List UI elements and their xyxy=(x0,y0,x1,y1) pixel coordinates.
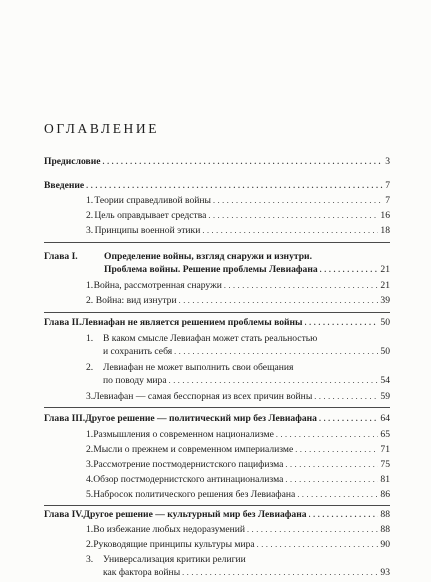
toc-entry-label-line-2: как фактора войны xyxy=(103,567,181,578)
page-number: 71 xyxy=(380,444,390,455)
item-number: 1. xyxy=(86,333,94,344)
item-number: 5. xyxy=(86,489,94,500)
toc-title: ОГЛАВЛЕНИЕ xyxy=(44,121,160,136)
item-number: 3. xyxy=(86,391,94,402)
toc-subentry[interactable] xyxy=(86,554,246,566)
item-number: 1. xyxy=(86,524,94,535)
toc-entry-label: Предисловие xyxy=(44,156,101,167)
toc-subentry[interactable] xyxy=(86,524,390,536)
page-number: 7 xyxy=(385,180,390,191)
dot-leader xyxy=(257,539,379,551)
chapter-4-heading[interactable] xyxy=(44,509,390,521)
page-number: 81 xyxy=(380,474,390,485)
toc-subentry[interactable] xyxy=(86,444,390,456)
dot-leader xyxy=(86,180,383,192)
toc-subentry[interactable] xyxy=(86,333,317,345)
toc-entry-label: Мысли о прежнем и современном империализме xyxy=(93,444,294,455)
dot-leader xyxy=(309,509,379,521)
toc-subentry-line-2[interactable] xyxy=(103,346,390,358)
divider xyxy=(44,505,390,506)
page-number: 21 xyxy=(380,280,390,291)
toc-subentry[interactable] xyxy=(86,489,390,501)
dot-leader xyxy=(247,524,378,536)
toc-subentry[interactable] xyxy=(86,474,390,486)
chapter-1-heading-line-2[interactable] xyxy=(104,264,390,276)
chapter-title-line-2: Проблема войны. Решение проблемы Левиафана xyxy=(104,264,318,275)
dot-leader xyxy=(314,391,378,403)
toc-subentry[interactable] xyxy=(86,195,390,207)
chapter-title: Левиафан не является решением проблемы войны xyxy=(81,317,303,328)
dot-leader xyxy=(179,295,379,307)
dot-leader xyxy=(213,195,383,207)
page-number: 7 xyxy=(385,195,390,206)
page-number: 90 xyxy=(380,539,390,550)
toc-entry-label-line-1: Универсализация критики религии xyxy=(103,554,246,565)
chapter-title: Другое решение — политический мир без Левиафана xyxy=(85,413,317,424)
page-number: 64 xyxy=(380,413,390,424)
page-number: 3 xyxy=(385,156,390,167)
item-number: 4. xyxy=(86,474,94,485)
toc-entry-label: Цель оправдывает средства xyxy=(94,210,207,221)
toc-entry-label-line-2: по поводу мира xyxy=(103,375,167,386)
divider xyxy=(44,242,390,243)
toc-entry-label: Обзор постмодернистского антинационализма xyxy=(93,474,284,485)
toc-entry-label: Руководящие принципы культуры мира xyxy=(93,539,255,550)
toc-subentry[interactable] xyxy=(86,539,390,551)
chapter-3-heading[interactable] xyxy=(44,413,390,425)
chapter-prefix: Глава IV. xyxy=(44,509,84,520)
divider xyxy=(44,407,390,408)
page-number: 16 xyxy=(380,210,390,221)
chapter-title-line-1: Определение войны, взгляд снаружи и изнутри. xyxy=(104,251,312,262)
page-number: 75 xyxy=(380,459,390,470)
item-number: 3. xyxy=(86,459,94,470)
item-number: 2. xyxy=(86,295,94,306)
page-number: 50 xyxy=(380,346,390,357)
chapter-1-heading[interactable] xyxy=(44,251,312,263)
toc-entry-label: Рассмотрение постмодернистского пацифизма xyxy=(93,459,284,470)
toc-entry-intro[interactable] xyxy=(44,180,390,192)
dot-leader xyxy=(182,567,378,579)
page-number: 39 xyxy=(380,295,390,306)
page-number: 18 xyxy=(380,225,390,236)
dot-leader xyxy=(169,375,379,387)
toc-entry-label-line-1: Левиафан не может выполнить свои обещания xyxy=(103,362,294,373)
page-number: 86 xyxy=(380,489,390,500)
chapter-prefix: Глава III. xyxy=(44,413,86,424)
toc-subentry[interactable] xyxy=(86,459,390,471)
toc-entry-label: Принципы военной этики xyxy=(94,225,201,236)
toc-entry-label: Во избежание любых недоразумений xyxy=(93,524,246,535)
divider xyxy=(44,312,390,313)
item-number: 2. xyxy=(86,539,94,550)
chapter-title: Другое решение — культурный мир без Левиафана xyxy=(83,509,307,520)
dot-leader xyxy=(102,156,383,168)
dot-leader xyxy=(208,210,378,222)
page-number: 59 xyxy=(380,391,390,402)
toc-subentry-line-2[interactable] xyxy=(103,375,390,387)
dot-leader xyxy=(276,429,379,441)
page-number: 54 xyxy=(380,375,390,386)
item-number: 3. xyxy=(86,225,94,236)
toc-subentry[interactable] xyxy=(86,362,293,374)
toc-subentry[interactable] xyxy=(86,391,390,403)
page-number: 88 xyxy=(380,509,390,520)
page-number: 50 xyxy=(380,317,390,328)
dot-leader xyxy=(319,413,378,425)
dot-leader xyxy=(202,225,378,237)
item-number: 3. xyxy=(86,554,94,565)
toc-entry-label: Война, рассмотренная снаружи xyxy=(93,280,222,291)
page-number: 88 xyxy=(380,524,390,535)
dot-leader xyxy=(320,264,379,276)
toc-subentry[interactable] xyxy=(86,210,390,222)
page-number: 93 xyxy=(380,567,390,578)
toc-entry-label: Левиафан — самая бесспорная из всех причин войны xyxy=(93,391,313,402)
dot-leader xyxy=(285,474,378,486)
dot-leader xyxy=(174,346,378,358)
item-number: 1. xyxy=(86,280,94,291)
item-number: 2. xyxy=(86,444,94,455)
toc-entry-label: Набросок политического решения без Левиафана xyxy=(93,489,296,500)
item-number: 2. xyxy=(86,210,94,221)
chapter-2-heading[interactable] xyxy=(44,317,390,329)
dot-leader xyxy=(305,317,379,329)
toc-entry-label: Введение xyxy=(44,180,85,191)
toc-subentry[interactable] xyxy=(86,280,390,292)
chapter-prefix: Глава II. xyxy=(44,317,82,328)
toc-entry-label-line-1: В каком смысле Левиафан может стать реальностью xyxy=(103,333,318,344)
dot-leader xyxy=(295,444,378,456)
dot-leader xyxy=(297,489,378,501)
dot-leader xyxy=(224,280,379,292)
dot-leader xyxy=(285,459,378,471)
toc-entry-preface[interactable] xyxy=(44,156,390,168)
chapter-prefix: Глава I. xyxy=(44,251,78,262)
item-number: 1. xyxy=(86,429,94,440)
page-number: 65 xyxy=(380,429,390,440)
toc-subentry[interactable] xyxy=(86,429,390,441)
toc-subentry-line-2[interactable] xyxy=(103,567,390,579)
toc-subentry[interactable] xyxy=(86,295,390,307)
item-number: 1. xyxy=(86,195,94,206)
item-number: 2. xyxy=(86,362,94,373)
toc-entry-label: Теории справедливой войны xyxy=(94,195,211,206)
page-number: 21 xyxy=(380,264,390,275)
toc-entry-label: Размышления о современном национализме xyxy=(93,429,274,440)
toc-entry-label: Война: вид изнутри xyxy=(95,295,177,306)
toc-subentry[interactable] xyxy=(86,225,390,237)
toc-entry-label-line-2: и сохранить себя xyxy=(103,346,173,357)
